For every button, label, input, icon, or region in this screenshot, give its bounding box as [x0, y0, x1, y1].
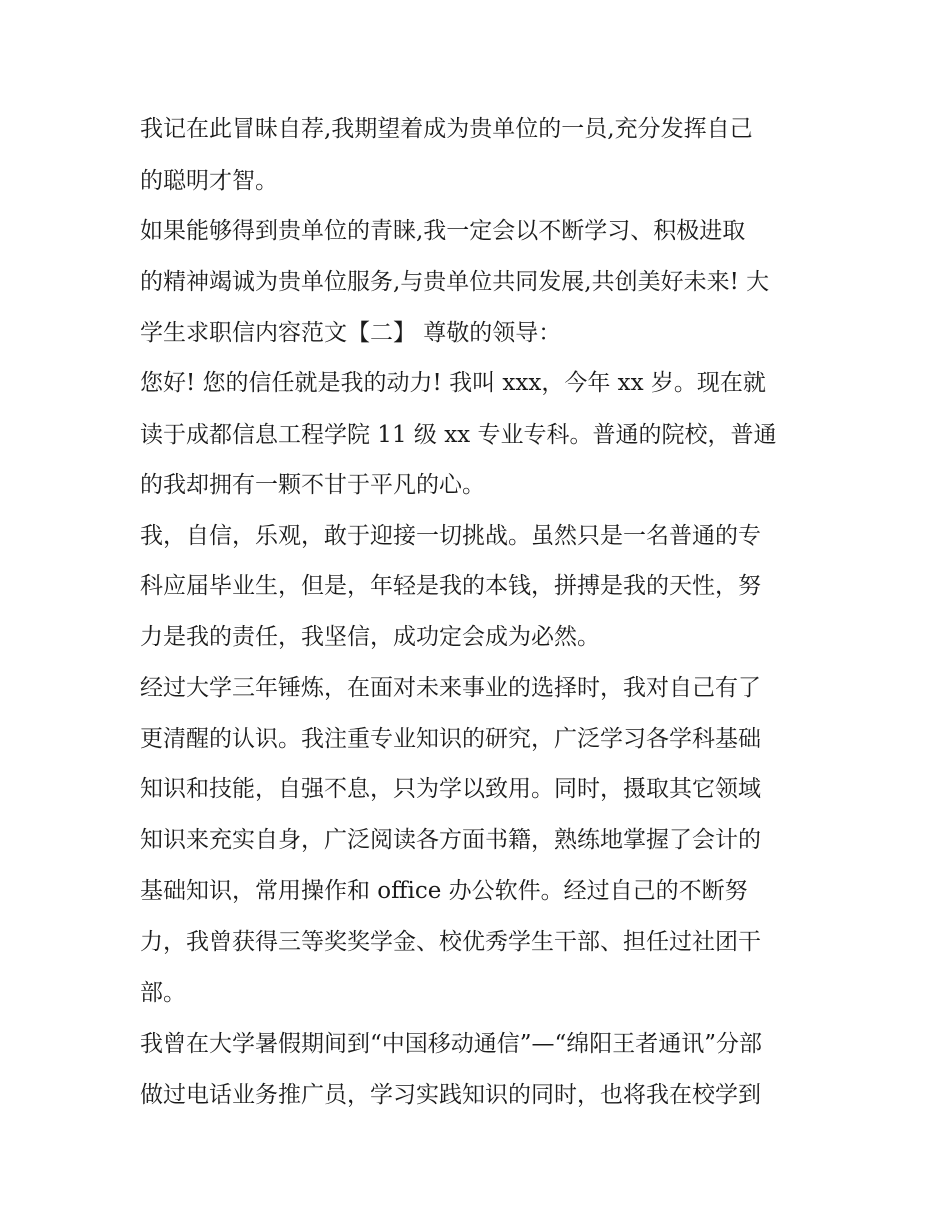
text-line: 知识来充实自身，广泛阅读各方面书籍，熟练地掌握了会计的: [140, 827, 761, 853]
text-line: 我记在此冒昧自荐,我期望着成为贵单位的一员,充分发挥自己: [140, 116, 753, 142]
text-line: 知识和技能，自强不息，只为学以致用。同时，摄取其它领域: [140, 776, 761, 802]
text-line: 的我却拥有一颗不甘于平凡的心。: [140, 472, 485, 498]
text-line: 的精神竭诚为贵单位服务,与贵单位共同发展,共创美好未来! 大: [140, 269, 770, 295]
text-line: 科应届毕业生，但是，年轻是我的本钱，拼搏是我的天性，努: [140, 573, 761, 599]
text-line: 您好! 您的信任就是我的动力! 我叫 xxx，今年 xx 岁。现在就: [140, 370, 766, 396]
text-line: 基础知识，常用操作和 office 办公软件。经过自己的不断努: [140, 878, 748, 904]
text-line: 力，我曾获得三等奖奖学金、校优秀学生干部、担任过社团干: [140, 929, 761, 955]
text-line: 部。: [140, 980, 186, 1006]
text-line: 学生求职信内容范文【二】 尊敬的领导：: [140, 320, 562, 346]
text-line: 我曾在大学暑假期间到“中国移动通信”—“绵阳王者通讯”分部: [140, 1031, 763, 1057]
text-line: 读于成都信息工程学院 11 级 xx 专业专科。普通的院校，普通: [140, 422, 777, 448]
text-line: 力是我的责任，我坚信，成功定会成为必然。: [140, 624, 600, 650]
text-line: 经过大学三年锤炼，在面对未来事业的选择时，我对自己有了: [140, 675, 761, 701]
text-line: 更清醒的认识。我注重专业知识的研究，广泛学习各学科基础: [140, 726, 761, 752]
text-line: 做过电话业务推广员，学习实践知识的同时，也将我在校学到: [140, 1082, 761, 1108]
text-line: 我，自信，乐观，敢于迎接一切挑战。虽然只是一名普通的专: [140, 523, 761, 549]
text-line: 的聪明才智。: [140, 168, 278, 194]
text-line: 如果能够得到贵单位的青睐,我一定会以不断学习、积极进取: [140, 218, 746, 244]
